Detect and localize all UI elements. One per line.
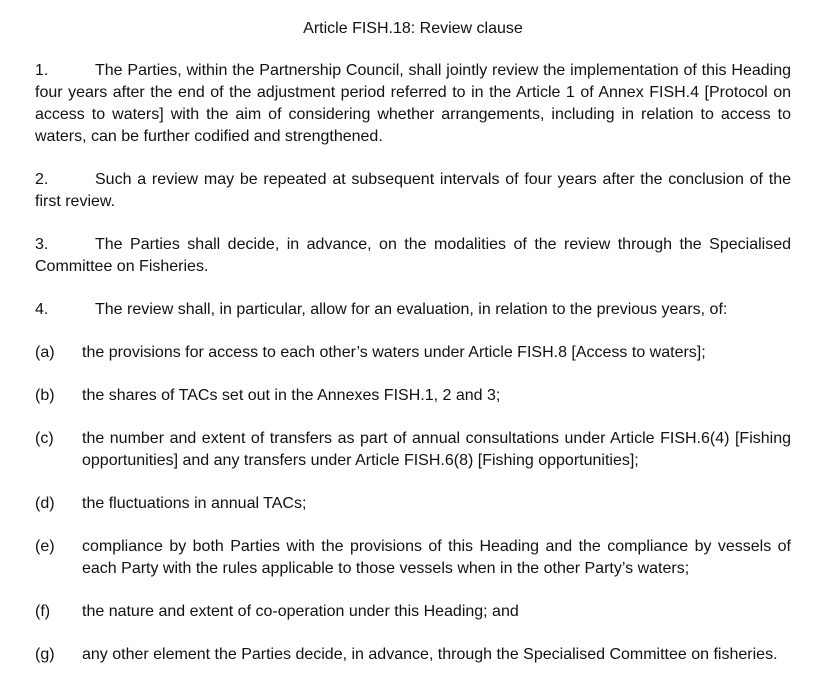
list-item-b — [35, 385, 791, 407]
list-item-d — [35, 493, 791, 515]
paragraph-number: 3. — [35, 236, 49, 253]
list-item-label: (g) — [35, 646, 55, 663]
list-item-label: (d) — [35, 495, 55, 512]
paragraph-text: The review shall, in particular, allow for an evaluation, in relation to the previous years, of: — [95, 301, 728, 318]
list-item-label: (c) — [35, 430, 54, 447]
paragraph-text: The Parties shall decide, in advance, on the modalities of the review through the Specialised Committee on Fisheries. — [35, 236, 791, 275]
list-item-label: (b) — [35, 387, 55, 404]
paragraph-number: 2. — [35, 171, 49, 188]
list-item-text: the shares of TACs set out in the Annexes FISH.1, 2 and 3; — [82, 387, 501, 404]
paragraph-2 — [35, 169, 791, 213]
list-item-text: any other element the Parties decide, in advance, through the Specialised Committee on fisheries. — [82, 646, 778, 663]
list-item-f — [35, 601, 791, 623]
paragraph-3 — [35, 234, 791, 278]
list-item-label: (a) — [35, 344, 55, 361]
list-item-text: the nature and extent of co-operation under this Heading; and — [82, 603, 519, 620]
paragraph-number: 4. — [35, 301, 49, 318]
list-item-text: the number and extent of transfers as part of annual consultations under Article FISH.6(4) [Fishing opportunities] and any transfers under Article FISH.6(8) [Fishing opportunities]; — [82, 430, 791, 469]
list-item-text: compliance by both Parties with the provisions of this Heading and the compliance by vessels of each Party with the rules applicable to those vessels when in the other Party’s waters; — [82, 538, 791, 577]
document-page — [35, 18, 791, 687]
article-title: Article FISH.18: Review clause — [303, 20, 523, 37]
list-item-label: (e) — [35, 538, 55, 555]
paragraph-text: The Parties, within the Partnership Council, shall jointly review the implementation of this Heading four years after the end of the adjustment period referred to in the Article 1 of Annex FISH.4 [Protocol on access to waters] with the aim of considering whether arrangements, including in relation to access to waters, can be further codified and strengthened. — [35, 62, 791, 145]
paragraph-text: Such a review may be repeated at subsequent intervals of four years after the conclusion of the first review. — [35, 171, 791, 210]
list-item-label: (f) — [35, 603, 51, 620]
paragraph-4 — [35, 299, 791, 321]
list-item-g — [35, 644, 791, 666]
paragraph-number: 1. — [35, 62, 49, 79]
list-item-text: the fluctuations in annual TACs; — [82, 495, 307, 512]
list-item-c — [35, 428, 791, 472]
paragraph-1 — [35, 60, 791, 148]
list-item-text: the provisions for access to each other’s waters under Article FISH.8 [Access to waters]; — [82, 344, 706, 361]
list-item-e — [35, 536, 791, 580]
list-item-a — [35, 342, 791, 364]
